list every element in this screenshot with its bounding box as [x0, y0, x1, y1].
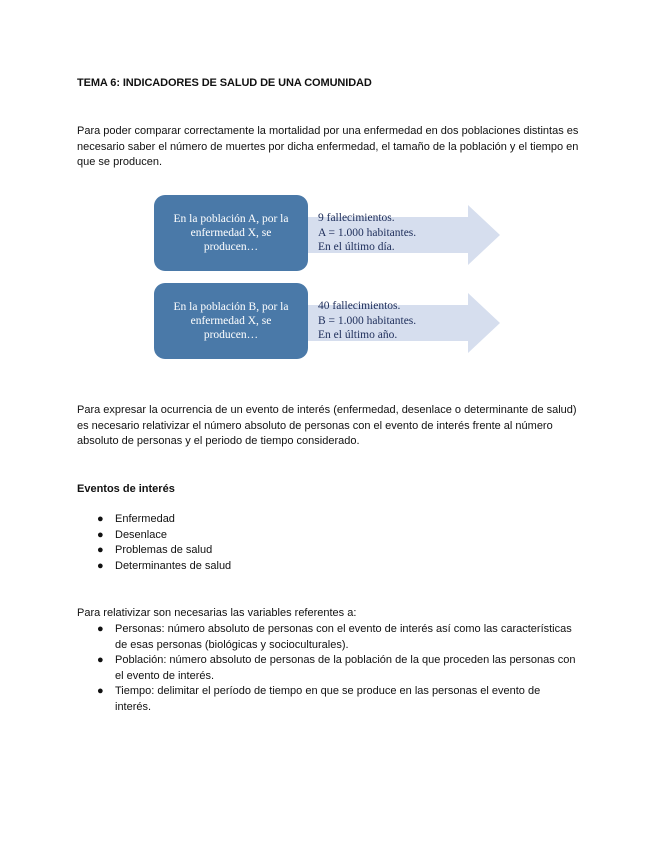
bullet-icon: ●: [97, 685, 104, 697]
document-title: TEMA 6: INDICADORES DE SALUD DE UNA COMUNIDAD: [77, 77, 372, 89]
mortality-comparison-diagram: [152, 195, 502, 365]
list-item: [77, 653, 577, 684]
event-item-label: Desenlace: [115, 528, 167, 541]
event-item-label: Determinantes de salud: [115, 559, 232, 572]
variable-item-text: Personas: número absoluto de personas con el evento de interés así como las características de esas personas (biológicas y socioculturales).: [115, 623, 572, 651]
variable-item-text: Población: número absoluto de personas de la población de la que proceden las personas con el evento de interés.: [115, 654, 576, 682]
list-item: [77, 543, 577, 559]
population-b-period: En el último año.: [318, 329, 398, 341]
list-item: [77, 622, 577, 653]
events-list: [77, 512, 577, 574]
bullet-icon: ●: [97, 654, 104, 666]
intro-paragraph: Para poder comparar correctamente la mortalidad por una enfermedad en dos poblaciones distintas es necesario saber el número de muertes por dicha enfermedad, el tamaño de la población y el tiempo en que se producen.: [77, 125, 579, 168]
diagram-row-b: [152, 283, 502, 361]
variable-item-text: Tiempo: delimitar el período de tiempo en que se produce en las personas el evento de interés.: [115, 685, 541, 713]
population-b-details: [318, 299, 416, 343]
diagram-row-a: [152, 195, 502, 273]
event-item-label: Enfermedad: [115, 513, 175, 525]
population-b-deaths: 40 fallecimientos.: [318, 300, 401, 312]
bullet-icon: ●: [97, 513, 104, 525]
list-item: [77, 512, 577, 528]
bullet-icon: ●: [97, 559, 104, 572]
population-a-deaths: 9 fallecimientos.: [318, 212, 395, 224]
bullet-icon: ●: [97, 528, 104, 541]
population-a-inhabitants: A = 1.000 habitantes.: [318, 226, 417, 239]
variables-list: [77, 622, 577, 715]
list-item: [77, 684, 577, 715]
bullet-icon: ●: [97, 623, 104, 635]
population-a-box: En la población A, por la enfermedad X, se producen…: [154, 195, 308, 271]
event-item-label: Problemas de salud: [115, 544, 213, 556]
list-item: [77, 559, 577, 575]
population-a-details: [318, 211, 416, 255]
population-b-inhabitants: B = 1.000 habitantes.: [318, 314, 417, 327]
bullet-icon: ●: [97, 544, 104, 556]
population-a-period: En el último día.: [318, 241, 395, 253]
relativize-paragraph: Para expresar la ocurrencia de un evento de interés (enfermedad, desenlace o determinante de salud) es necesario relativizar el número absoluto de personas con el evento de interés frente al número absoluto de personas y el periodo de tiempo considerado.: [77, 404, 577, 447]
population-b-box: En la población B, por la enfermedad X, se producen…: [154, 283, 308, 359]
variables-intro: Para relativizar son necesarias las variables referentes a:: [77, 607, 357, 619]
events-heading: Eventos de interés: [77, 483, 175, 495]
list-item: [77, 528, 577, 544]
